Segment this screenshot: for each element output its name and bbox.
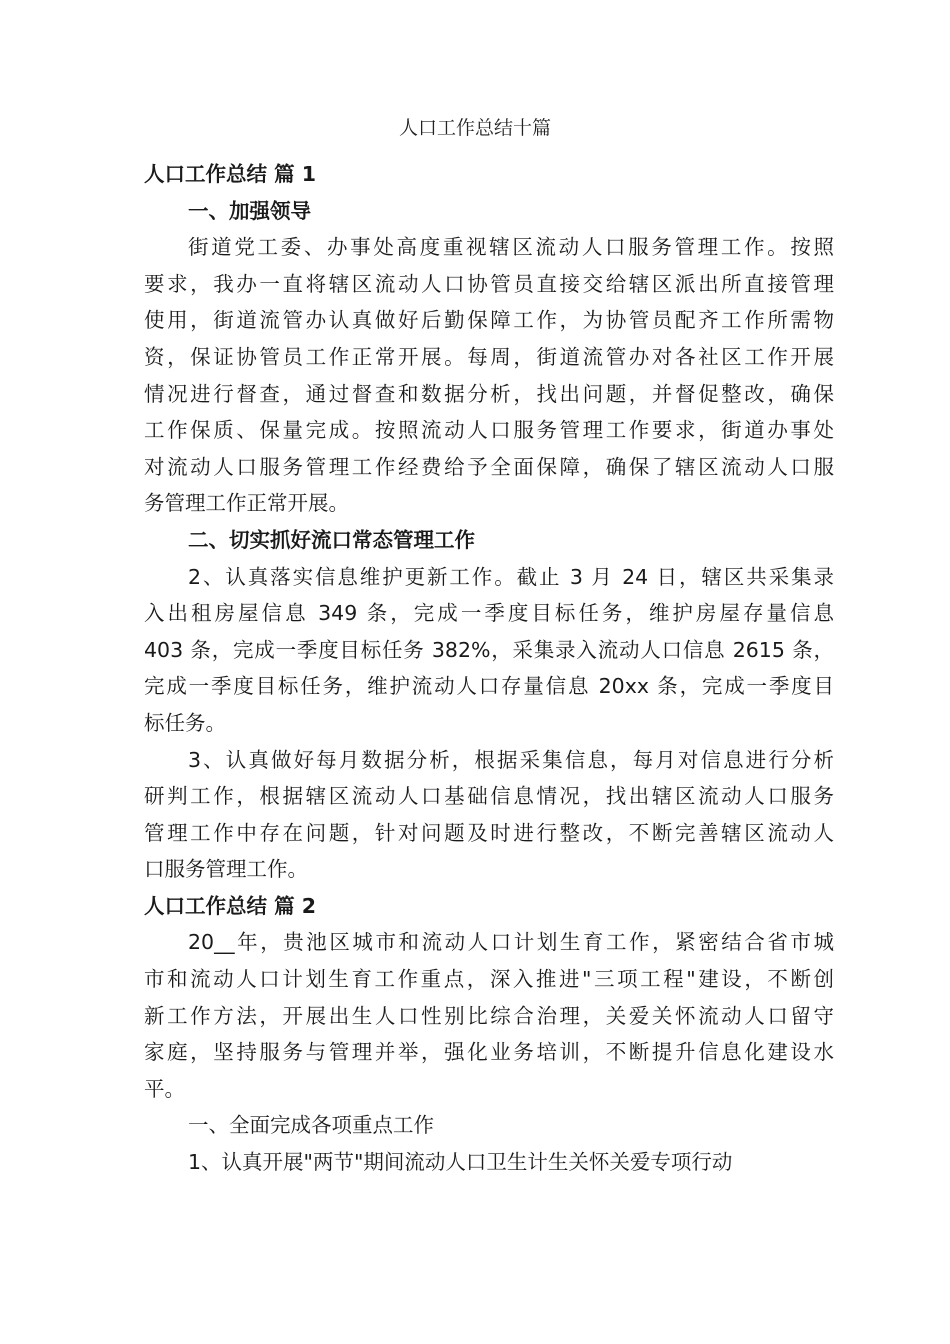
article-1-item-3-paragraph: [144, 742, 834, 888]
paragraph-line: 3、认真做好每月数据分析，根据采集信息，每月对信息进行分析: [188, 747, 834, 772]
paragraph-line: 市和流动人口计划生育工作重点，深入推进"三项工程"建设，不断创: [144, 967, 834, 992]
paragraph-line: 研判工作，根据辖区流动人口基础信息情况，找出辖区流动人口服务: [144, 784, 834, 809]
paragraph-line: 工作保质、保量完成。按照流动人口服务管理工作要求，街道办事处: [144, 418, 834, 443]
paragraph-line: 20__年，贵池区城市和流动人口计划生育工作，紧密结合省市城: [188, 930, 834, 955]
paragraph-line: 标任务。: [144, 710, 226, 735]
paragraph-line: 务管理工作正常开展。: [144, 491, 349, 516]
article-1-heading: 人口工作总结 篇 1: [144, 162, 317, 186]
paragraph-line: 家庭，坚持服务与管理并举，强化业务培训，不断提升信息化建设水: [144, 1040, 834, 1065]
article-1-item-2-paragraph: [144, 559, 834, 742]
paragraph-line: 资，保证协管员工作正常开展。每周，街道流管办对各社区工作开展: [144, 344, 834, 369]
paragraph-line: 403 条，完成一季度目标任务 382%，采集录入流动人口信息 2615 条，: [144, 637, 834, 662]
paragraph-line: 街道党工委、办事处高度重视辖区流动人口服务管理工作。按照: [188, 235, 834, 260]
paragraph-line: 入出租房屋信息 349 条，完成一季度目标任务，维护房屋存量信息: [144, 601, 834, 626]
article-2-item-1: 1、认真开展"两节"期间流动人口卫生计生关怀关爱专项行动: [188, 1150, 733, 1175]
document-body: [144, 156, 834, 1181]
paragraph-line: 管理工作中存在问题，针对问题及时进行整改，不断完善辖区流动人: [144, 820, 834, 845]
paragraph-line: 平。: [144, 1076, 185, 1101]
article-1-section-1-heading: 一、加强领导: [188, 198, 311, 223]
paragraph-line: 完成一季度目标任务，维护流动人口存量信息 20xx 条，完成一季度目: [144, 674, 834, 699]
article-2-intro-paragraph: [144, 924, 834, 1107]
paragraph-line: 对流动人口服务管理工作经费给予全面保障，确保了辖区流动人口服: [144, 454, 834, 479]
document-title: 人口工作总结十篇: [398, 117, 551, 139]
article-2-section-1-heading: 一、全面完成各项重点工作: [188, 1113, 434, 1138]
paragraph-line: 使用，街道流管办认真做好后勤保障工作，为协管员配齐工作所需物: [144, 308, 834, 333]
paragraph-line: 要求，我办一直将辖区流动人口协管员直接交给辖区派出所直接管理: [144, 271, 834, 296]
article-1-section-1-paragraph: [144, 229, 834, 522]
paragraph-line: 2、认真落实信息维护更新工作。截止 3 月 24 日，辖区共采集录: [188, 564, 834, 589]
paragraph-line: 情况进行督查，通过督查和数据分析，找出问题，并督促整改，确保: [144, 381, 834, 406]
paragraph-line: 新工作方法，开展出生人口性别比综合治理，关爱关怀流动人口留守: [144, 1003, 834, 1028]
article-1-section-2-heading: 二、切实抓好流口常态管理工作: [188, 527, 475, 552]
paragraph-line: 口服务管理工作。: [144, 857, 308, 882]
article-2-heading: 人口工作总结 篇 2: [144, 893, 317, 918]
